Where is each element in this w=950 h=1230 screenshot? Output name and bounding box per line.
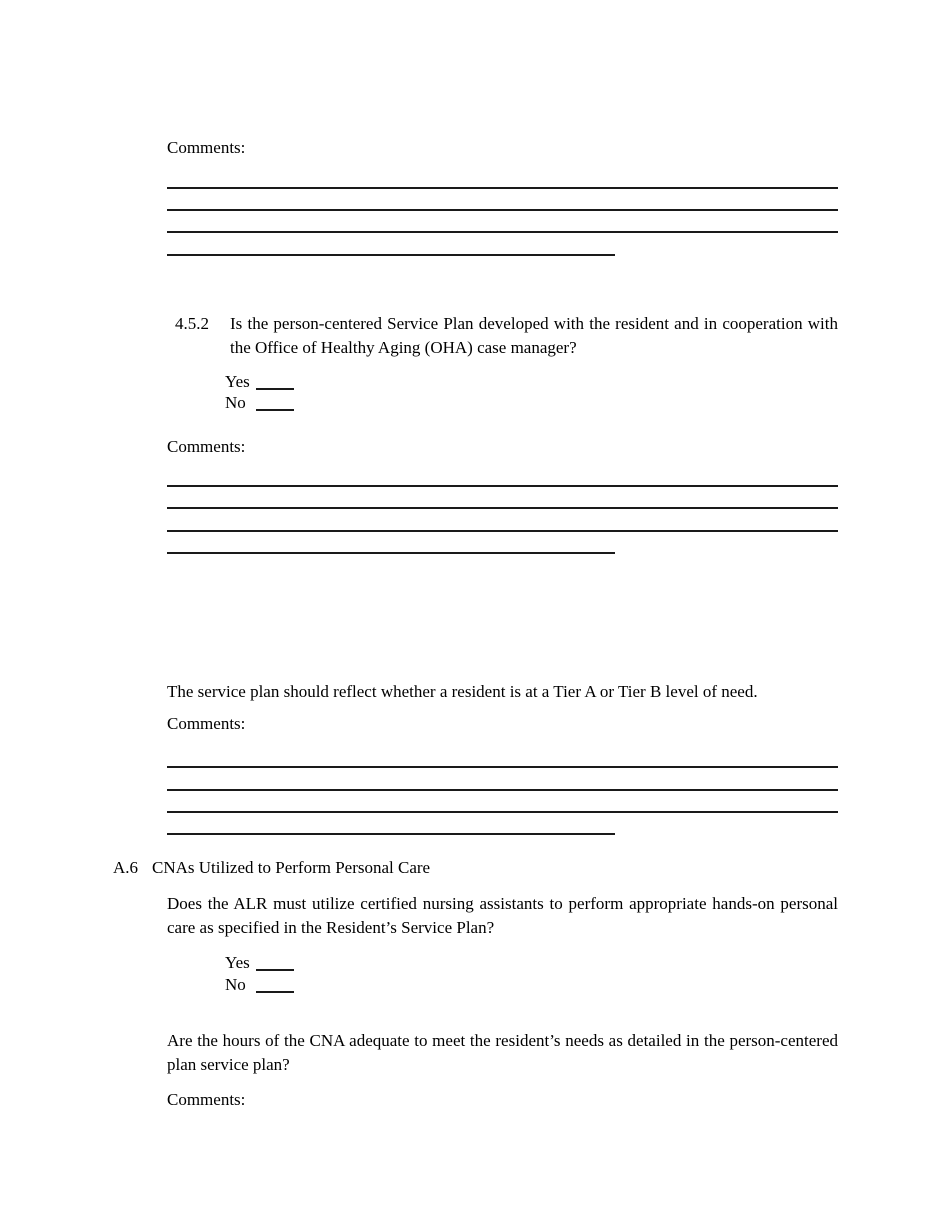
no-option-a6 [225, 973, 294, 997]
tier-note: The service plan should reflect whether a resident is at a Tier A or Tier B level of need. [167, 682, 758, 701]
no-label: No [225, 393, 246, 412]
no-option-q452 [225, 391, 294, 415]
comment-writing-line [167, 209, 838, 211]
comment-writing-line [167, 789, 838, 791]
comments-label-4: Comments: [167, 1090, 246, 1109]
question-cna-utilize: Does the ALR must utilize certified nursing assistants to perform appropriate hands-on personal care as specified in the Resident’s Service Plan? [167, 894, 838, 937]
yes-label: Yes [225, 953, 250, 972]
comment-writing-line [167, 507, 838, 509]
comment-writing-line [167, 254, 615, 256]
section-title: CNAs Utilized to Perform Personal Care [152, 858, 431, 877]
no-answer-blank [256, 978, 294, 993]
section-number: A.6 [113, 858, 139, 877]
comment-writing-line [167, 231, 838, 233]
comments-label-3: Comments: [167, 714, 246, 733]
comments-label-2: Comments: [167, 437, 246, 456]
comment-writing-line [167, 485, 838, 487]
yes-answer-blank [256, 956, 294, 971]
question-4-5-2 [175, 312, 838, 359]
question-cna-hours: Are the hours of the CNA adequate to meet the resident’s needs as detailed in the person-centered plan service plan? [167, 1031, 838, 1074]
yes-option-a6 [225, 951, 294, 975]
yes-answer-blank [256, 375, 294, 390]
comment-writing-line [167, 187, 838, 189]
yes-option-q452 [225, 370, 294, 394]
question-text: Is the person-centered Service Plan developed with the resident and in cooperation with the Office of Healthy Aging (OHA) case manager? [230, 314, 838, 357]
no-label: No [225, 975, 246, 994]
comment-writing-line [167, 811, 838, 813]
question-number: 4.5.2 [175, 314, 209, 333]
comment-writing-line [167, 530, 838, 532]
comment-writing-line [167, 833, 615, 835]
comment-writing-line [167, 766, 838, 768]
section-a6-heading [113, 856, 430, 880]
comments-label-1: Comments: [167, 138, 246, 157]
comment-writing-line [167, 552, 615, 554]
no-answer-blank [256, 396, 294, 411]
yes-label: Yes [225, 372, 250, 391]
